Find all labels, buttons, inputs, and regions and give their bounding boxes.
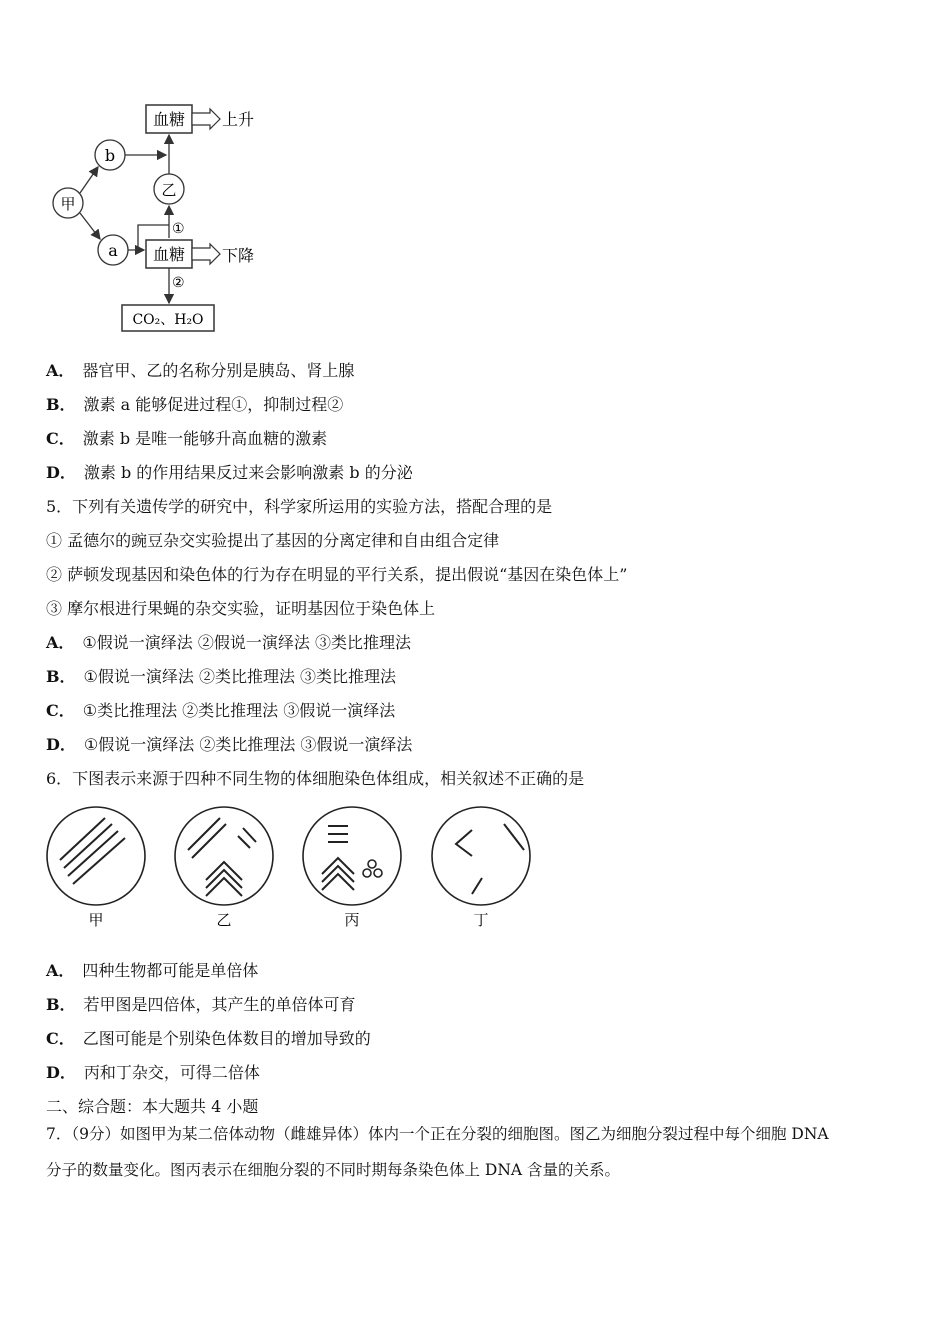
- cell-bing: [303, 807, 401, 929]
- option-text: ①类比推理法 ②类比推理法 ③假说一演绎法: [82, 701, 396, 720]
- fall-hollow-arrow: [192, 244, 220, 264]
- node-jia-label: 甲: [60, 195, 76, 213]
- q7-line-1: 7．（9分）如图甲为某二倍体动物（雌雄异体）体内一个正在分裂的细胞图。图乙为细胞分裂过程中每个细胞 DNA: [46, 1125, 829, 1143]
- q4-option-d: [46, 463, 413, 483]
- q5-option-b: [46, 667, 396, 687]
- option-letter: D．: [46, 1063, 76, 1082]
- node-yi-label: 乙: [161, 181, 177, 199]
- q5-option-c: [46, 701, 395, 721]
- option-letter: A．: [46, 961, 75, 980]
- q5-item-2: ② 萨顿发现基因和染色体的行为存在明显的平行关系，提出假说“基因在染色体上”: [46, 565, 628, 584]
- option-text: ①假说一演绎法 ②假说一演绎法 ③类比推理法: [82, 633, 411, 652]
- cell-label-jia: 甲: [88, 911, 104, 929]
- cell-label-ding: 丁: [473, 911, 489, 929]
- option-letter: B．: [46, 667, 76, 686]
- node-a-label: a: [108, 241, 118, 260]
- process2-label: ②: [172, 275, 185, 291]
- rise-hollow-arrow: [192, 109, 220, 129]
- q5-item-1: ① 孟德尔的豌豆杂交实验提出了基因的分离定律和自由组合定律: [46, 531, 500, 550]
- q6-option-d: [46, 1063, 260, 1083]
- option-text: 乙图可能是个别染色体数目的增加导致的: [82, 1029, 371, 1048]
- co2-h2o-label: CO₂、H₂O: [132, 312, 204, 328]
- option-text: 若甲图是四倍体，其产生的单倍体可育: [83, 995, 356, 1014]
- option-letter: C．: [46, 1029, 75, 1048]
- q4-option-a: [46, 361, 354, 381]
- q6-option-a: [46, 961, 258, 981]
- q6-option-c: [46, 1029, 371, 1049]
- fall-label: 下降: [222, 246, 255, 265]
- option-text: 丙和丁杂交，可得二倍体: [83, 1063, 260, 1082]
- blood-sugar-diagram: [40, 95, 280, 340]
- rise-label: 上升: [222, 110, 255, 129]
- option-text: ①假说一演绎法 ②类比推理法 ③假说一演绎法: [83, 735, 413, 754]
- option-letter: C．: [46, 701, 75, 720]
- cell-label-bing: 丙: [344, 911, 360, 929]
- option-letter: B．: [46, 395, 76, 414]
- option-letter: A．: [46, 361, 75, 380]
- process1-label: ①: [172, 221, 185, 237]
- option-letter: D．: [46, 463, 76, 482]
- cell-yi: [175, 807, 273, 929]
- q6-option-b: [46, 995, 356, 1015]
- q7-line-2: 分子的数量变化。图丙表示在细胞分裂的不同时期每条染色体上 DNA 含量的关系。: [46, 1161, 621, 1179]
- q5-item-3: ③ 摩尔根进行果蝇的杂交实验，证明基因位于染色体上: [46, 599, 436, 618]
- cell-ding: [432, 807, 530, 929]
- cell-jia: [47, 807, 145, 929]
- option-letter: D．: [46, 735, 76, 754]
- cell-label-yi: 乙: [216, 911, 232, 929]
- option-text: 器官甲、乙的名称分别是胰岛、肾上腺: [82, 361, 355, 380]
- q5-option-d: [46, 735, 412, 755]
- q4-option-b: [46, 395, 343, 415]
- chromosome-cells-figure: [40, 800, 540, 940]
- q6-stem: 6．下图表示来源于四种不同生物的体细胞染色体组成，相关叙述不正确的是: [46, 769, 585, 788]
- q5-option-a: [46, 633, 411, 653]
- option-text: 激素 a 能够促进过程①，抑制过程②: [83, 395, 344, 414]
- option-letter: B．: [46, 995, 76, 1014]
- jia-to-b-arrow: [80, 167, 98, 193]
- option-letter: C．: [46, 429, 75, 448]
- section-heading: 二、综合题：本大题共 4 小题: [46, 1097, 259, 1116]
- q4-option-c: [46, 429, 327, 449]
- option-text: 四种生物都可能是单倍体: [82, 961, 259, 980]
- option-text: 激素 b 的作用结果反过来会影响激素 b 的分泌: [83, 463, 413, 482]
- jia-to-a-arrow: [80, 213, 100, 239]
- option-letter: A．: [46, 633, 75, 652]
- node-b-label: b: [104, 146, 116, 165]
- option-text: ①假说一演绎法 ②类比推理法 ③类比推理法: [83, 667, 397, 686]
- option-text: 激素 b 是唯一能够升高血糖的激素: [82, 429, 328, 448]
- blood-sugar-mid-label: 血糖: [152, 245, 186, 264]
- blood-sugar-top-label: 血糖: [152, 110, 186, 129]
- q5-stem: 5．下列有关遗传学的研究中，科学家所运用的实验方法，搭配合理的是: [46, 497, 553, 516]
